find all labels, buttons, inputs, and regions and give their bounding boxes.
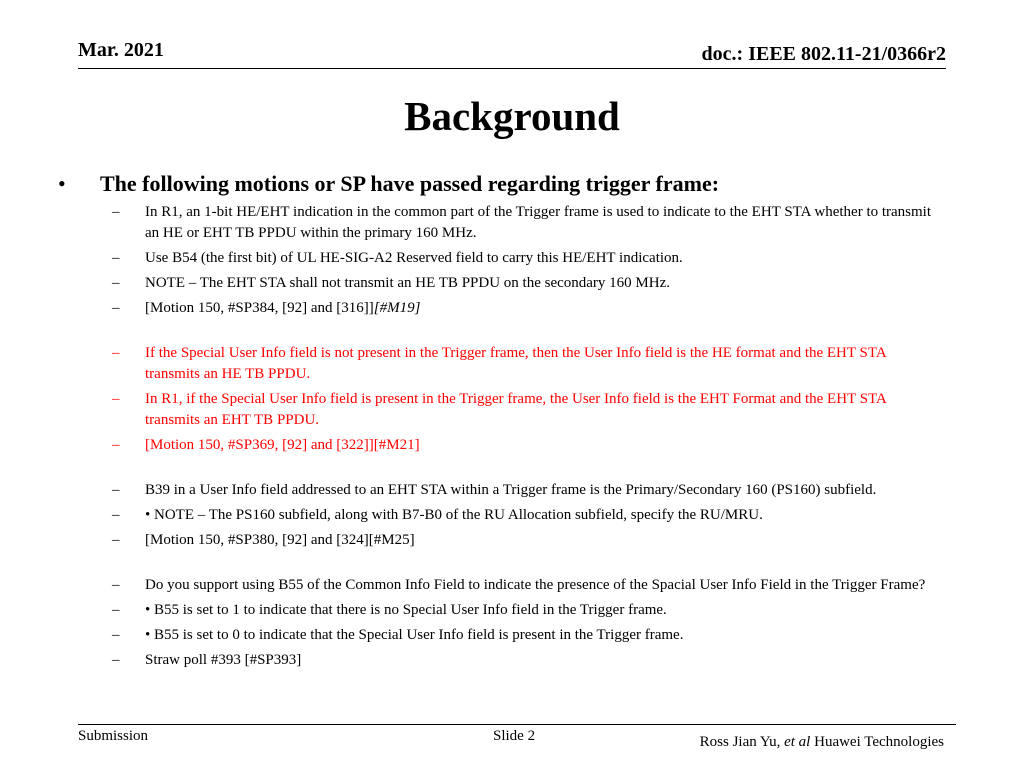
dash-marker: – <box>112 437 120 453</box>
dash-marker: – <box>112 627 120 643</box>
list-item-text: NOTE – The EHT STA shall not transmit an HE TB PPDU on the secondary 160 MHz. <box>145 275 670 291</box>
dash-marker: – <box>112 532 120 548</box>
list-item-text: In R1, an 1-bit HE/EHT indication in the common part of the Trigger frame is used to indicate to the EHT STA whether to transmit an HE or EHT TB PPDU within the primary 160 MHz. <box>145 204 932 241</box>
list-item-text: In R1, if the Special User Info field is present in the Trigger frame, the User Info field is the EHT Format and the EHT STA transmits an EHT TB PPDU. <box>145 391 887 428</box>
list-item-text: [Motion 150, #SP384, [92] and [316]] <box>145 300 374 316</box>
slide-title: Background <box>404 93 620 139</box>
list-item-text: [Motion 150, #SP369, [92] and [322]][#M21] <box>145 437 420 453</box>
header-rule <box>78 68 946 69</box>
list-item <box>52 273 952 294</box>
dash-marker: – <box>112 275 120 291</box>
list-item <box>52 202 952 244</box>
footer-rule <box>78 724 956 725</box>
list-item <box>52 480 952 501</box>
dash-marker: – <box>112 602 120 618</box>
main-bullet-text: The following motions or SP have passed regarding trigger frame: <box>100 171 720 196</box>
list-item <box>52 625 952 646</box>
dash-marker: – <box>112 345 120 361</box>
list-item-text: [Motion 150, #SP380, [92] and [324][#M25] <box>145 532 415 548</box>
list-item <box>52 248 952 269</box>
footer-submission: Submission <box>78 728 149 744</box>
footer-slide-number: Slide 2 <box>493 728 536 744</box>
list-item-text: B39 in a User Info field addressed to an EHT STA within a Trigger frame is the Primary/Secondary 160 (PS160) subfield. <box>145 482 877 498</box>
list-item-text: Use B54 (the first bit) of UL HE-SIG-A2 Reserved field to carry this HE/EHT indication. <box>145 250 683 266</box>
dash-marker: – <box>112 652 120 668</box>
list-item-text: Do you support using B55 of the Common Info Field to indicate the presence of the Spacial User Info Field in the Trigger Frame? <box>145 577 926 593</box>
list-item-text: • B55 is set to 1 to indicate that there is no Special User Info field in the Trigger frame. <box>145 602 667 618</box>
dash-marker: – <box>112 482 120 498</box>
footer-author-name: Ross Jian Yu, <box>699 734 785 750</box>
footer-author <box>700 734 944 751</box>
list-item-text: If the Special User Info field is not present in the Trigger frame, then the User Info field is the HE format and the EHT STA transmits an HE TB PPDU. <box>145 345 886 382</box>
list-item-highlighted <box>52 435 952 456</box>
header-doc-id: doc.: IEEE 802.11-21/0366r2 <box>701 43 946 65</box>
slide-body <box>52 170 952 675</box>
list-item <box>52 505 952 526</box>
list-item-italic-ref: [#M19] <box>373 300 421 316</box>
list-item-text: Straw poll #393 [#SP393] <box>145 652 302 668</box>
footer-author-etal: et al <box>784 734 811 750</box>
dash-marker: – <box>112 391 120 407</box>
dash-marker: – <box>112 250 120 266</box>
list-item <box>52 600 952 621</box>
footer-author-org: Huawei Technologies <box>810 734 944 750</box>
list-item-text: • NOTE – The PS160 subfield, along with B7-B0 of the RU Allocation subfield, specify the RU/MRU. <box>145 507 763 523</box>
list-item-highlighted <box>52 389 952 431</box>
list-item-text: • B55 is set to 0 to indicate that the Special User Info field is present in the Trigger frame. <box>145 627 684 643</box>
list-item-highlighted <box>52 343 952 385</box>
list-item <box>52 575 952 596</box>
dash-marker: – <box>112 507 120 523</box>
list-item <box>52 298 952 319</box>
list-item <box>52 650 952 671</box>
bullet-marker: • <box>58 171 66 196</box>
list-item <box>52 530 952 551</box>
main-bullet <box>52 170 952 198</box>
dash-marker: – <box>112 577 120 593</box>
header-date: Mar. 2021 <box>78 39 164 61</box>
dash-marker: – <box>112 300 120 316</box>
dash-marker: – <box>112 204 120 220</box>
